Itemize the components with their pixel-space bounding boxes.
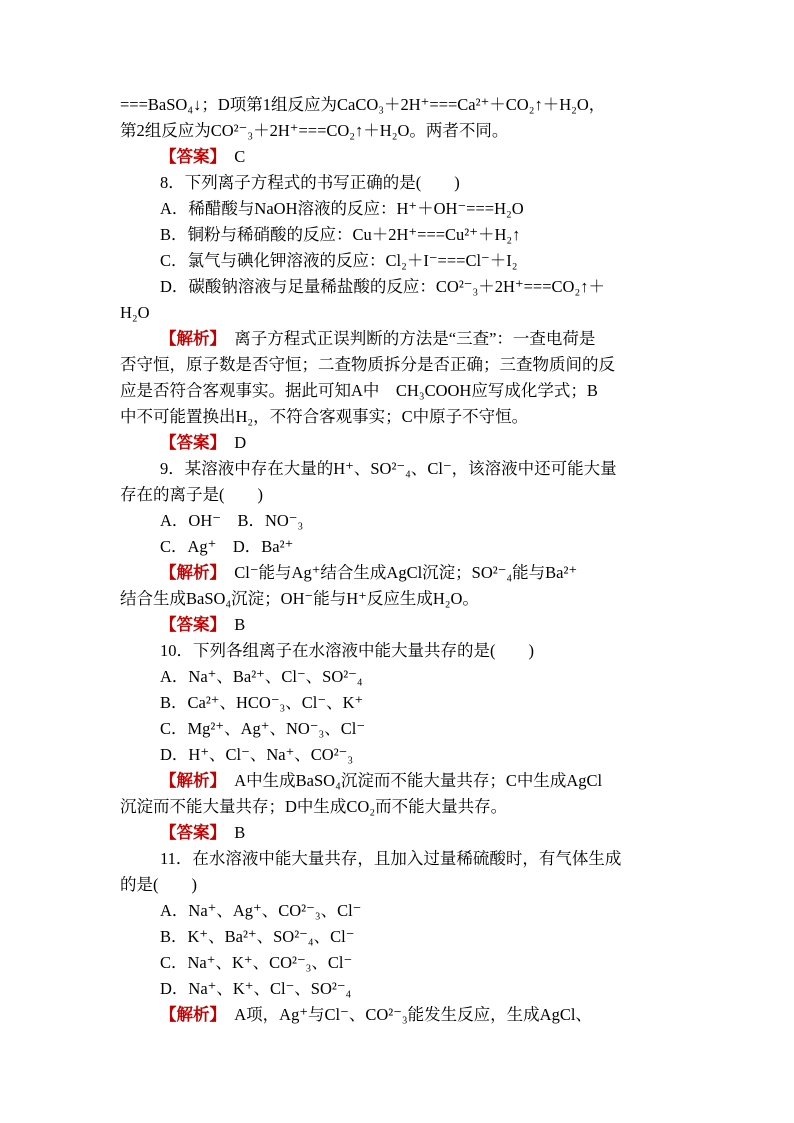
text-line: ===BaSO₄↓；D项第1组反应为CaCO₃＋2H⁺===Ca²⁺＋CO₂↑＋H₂O， <box>120 95 606 114</box>
answer-line: 【答案】 C <box>160 147 246 166</box>
option-line: A．Na⁺、Ba²⁺、Cl⁻、SO²⁻₄ <box>160 667 363 686</box>
option-line: D．H⁺、Cl⁻、Na⁺、CO²⁻₃ <box>160 745 354 764</box>
text-line: 存在的离子是( ) <box>120 485 263 504</box>
text-line: 中不可能置换出H₂，不符合客观事实；C中原子不守恒。 <box>120 407 529 426</box>
text-line: 第2组反应为CO²⁻₃＋2H⁺===CO₂↑＋H₂O。两者不同。 <box>120 121 509 140</box>
option-line: C．氯气与碘化钾溶液的反应：Cl₂＋I⁻===Cl⁻＋I₂ <box>160 251 518 270</box>
option-line: A．OH⁻ B．NO⁻₃ <box>160 511 304 530</box>
question-10-stem: 10．下列各组离子在水溶液中能大量共存的是( ) <box>160 641 534 660</box>
question-9-stem: 9．某溶液中存在大量的H⁺、SO²⁻₄、Cl⁻，该溶液中还可能大量 <box>160 459 617 478</box>
analysis-line: 【解析】 A中生成BaSO₄沉淀而不能大量共存；C中生成AgCl <box>160 771 603 790</box>
option-line: B．Ca²⁺、HCO⁻₃、Cl⁻、K⁺ <box>160 693 364 712</box>
analysis-line: 【解析】 离子方程式正误判断的方法是“三查”：一查电荷是 <box>160 329 596 348</box>
option-line: A．Na⁺、Ag⁺、CO²⁻₃、Cl⁻ <box>160 901 362 920</box>
analysis-line: 【解析】 A项，Ag⁺与Cl⁻、CO²⁻₃能发生反应，生成AgCl、 <box>160 1005 592 1024</box>
answer-line: 【答案】 D <box>160 433 247 452</box>
option-line: B．铜粉与稀硝酸的反应：Cu＋2H⁺===Cu²⁺＋H₂↑ <box>160 225 521 244</box>
question-11-stem: 11．在水溶液中能大量共存，且加入过量稀硫酸时，有气体生成 <box>160 849 622 868</box>
answer-tag: 【答案】 <box>160 433 218 452</box>
text-line: 应是否符合客观事实。据此可知A中 CH₃COOH应写成化学式；B <box>120 381 598 400</box>
text-line: 沉淀而不能大量共存；D中生成CO₂而不能大量共存。 <box>120 797 508 816</box>
analysis-tag: 【解析】 <box>160 771 218 790</box>
option-line: C．Na⁺、K⁺、CO²⁻₃、Cl⁻ <box>160 953 353 972</box>
analysis-line: 【解析】 Cl⁻能与Ag⁺结合生成AgCl沉淀；SO²⁻₄能与Ba²⁺ <box>160 563 578 582</box>
answer-tag: 【答案】 <box>160 823 218 842</box>
question-8-stem: 8．下列离子方程式的书写正确的是( ) <box>160 173 460 192</box>
option-line: B．K⁺、Ba²⁺、SO²⁻₄、Cl⁻ <box>160 927 355 946</box>
analysis-tag: 【解析】 <box>160 1005 218 1024</box>
option-line: D．碳酸钠溶液与足量稀盐酸的反应：CO²⁻₃＋2H⁺===CO₂↑＋ <box>160 277 605 296</box>
text-line: 结合生成BaSO₄沉淀；OH⁻能与H⁺反应生成H₂O。 <box>120 589 479 608</box>
analysis-tag: 【解析】 <box>160 329 218 348</box>
answer-tag: 【答案】 <box>160 147 218 166</box>
answer-line: 【答案】 B <box>160 823 246 842</box>
option-line: C．Mg²⁺、Ag⁺、NO⁻₃、Cl⁻ <box>160 719 366 738</box>
option-line: A．稀醋酸与NaOH溶液的反应：H⁺＋OH⁻===H₂O <box>160 199 524 218</box>
analysis-tag: 【解析】 <box>160 563 218 582</box>
option-line: D．Na⁺、K⁺、Cl⁻、SO²⁻₄ <box>160 979 352 998</box>
text-line: 的是( ) <box>120 875 197 894</box>
option-line: H₂O <box>120 303 150 322</box>
option-line: C．Ag⁺ D．Ba²⁺ <box>160 537 294 556</box>
answer-line: 【答案】 B <box>160 615 246 634</box>
answer-tag: 【答案】 <box>160 615 218 634</box>
text-line: 否守恒，原子数是否守恒；二查物质拆分是否正确；三查物质间的反 <box>120 355 615 374</box>
